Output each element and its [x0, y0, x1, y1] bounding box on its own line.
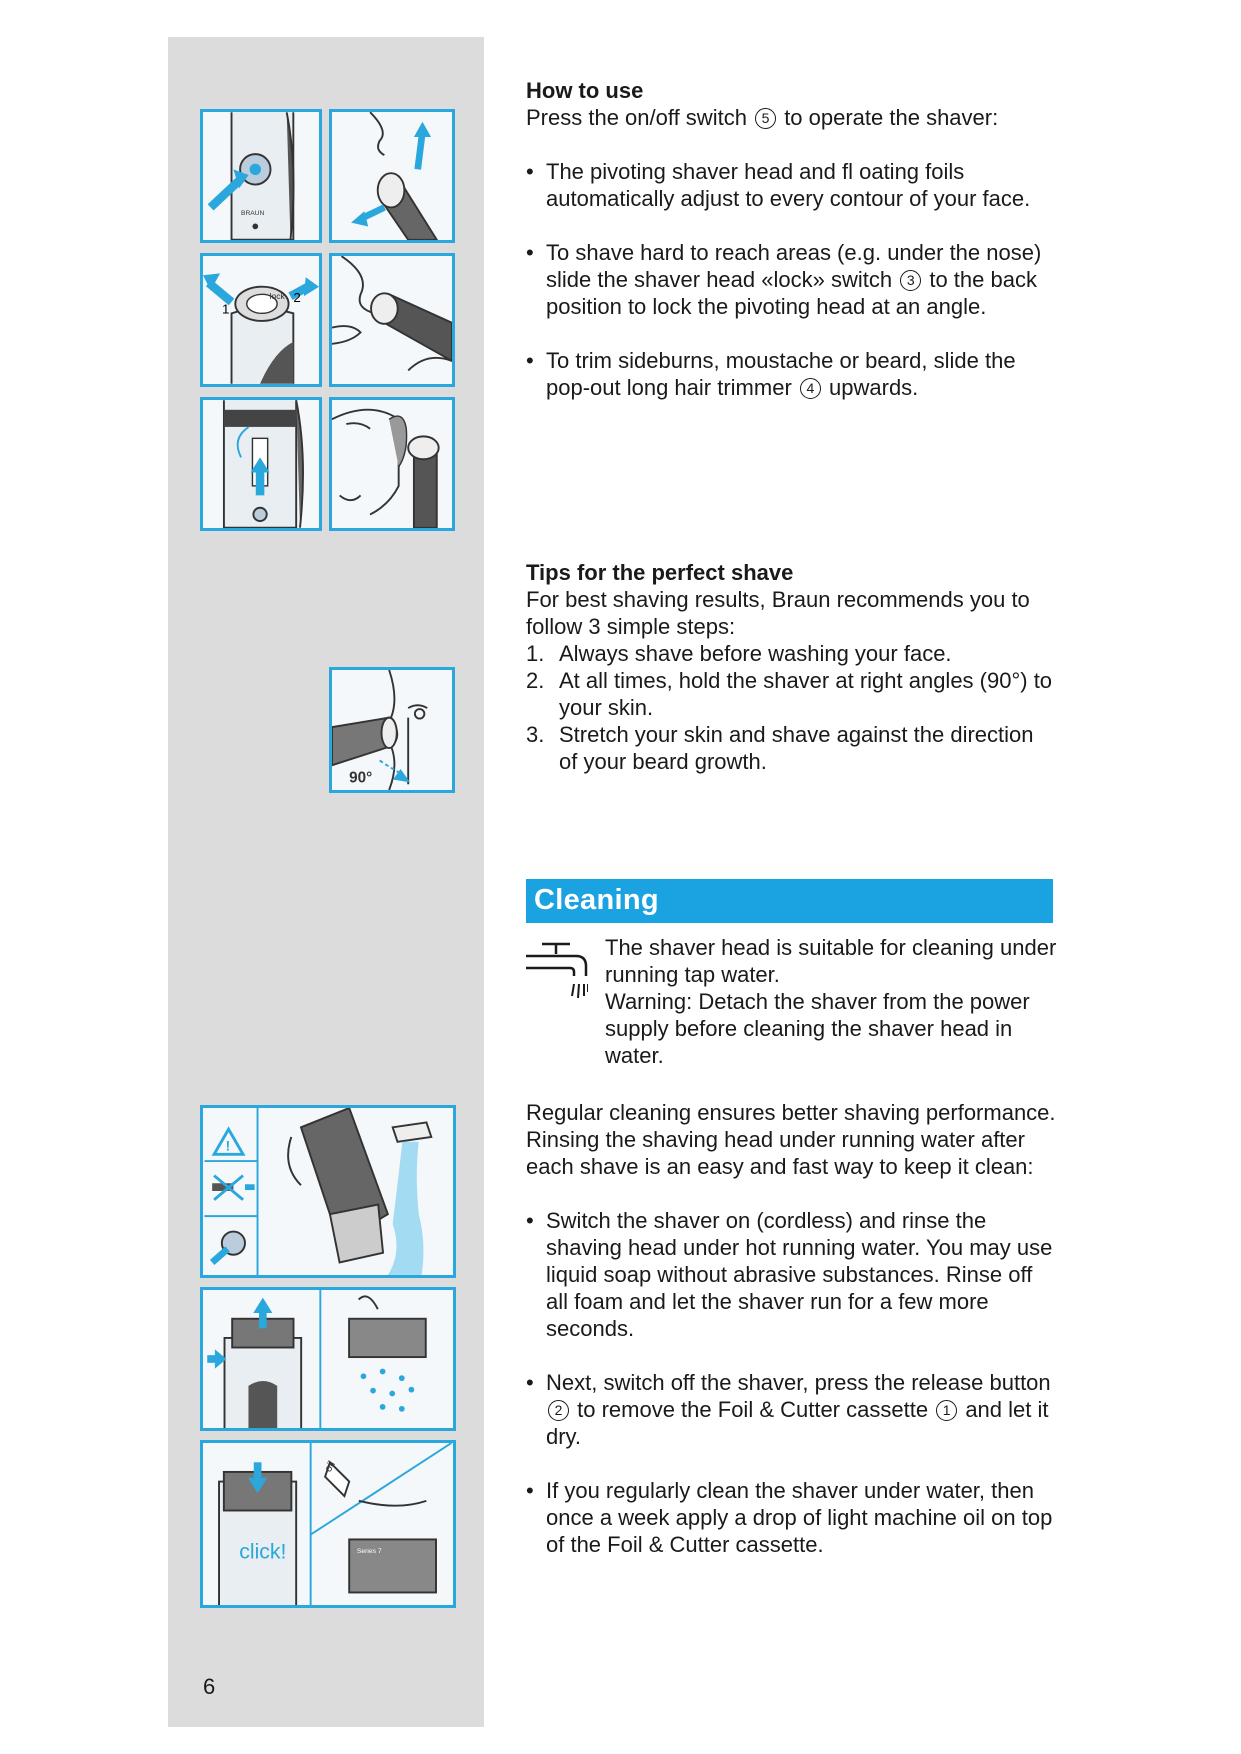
tips-steps	[526, 640, 1056, 775]
list-item: • The pivoting shaver head and fl oating foils automatically adjust to every contour of your face.	[526, 159, 1031, 211]
how-to-use-section	[526, 77, 1056, 401]
list-item: 3. Stretch your skin and shave against the direction of your beard growth.	[526, 722, 1034, 774]
tap-note: The shaver head is suitable for cleaning under running tap water.	[605, 935, 1057, 987]
brand-logo: BRAUN	[241, 209, 265, 217]
tap-note-block	[605, 934, 1060, 1069]
figure-switch-on	[200, 109, 322, 243]
list-item: • If you regularly clean the shaver under water, then once a week apply a drop of light machine oil on top of the Foil & Cutter cassette.	[526, 1478, 1053, 1557]
figure-trimmer-up	[200, 397, 322, 531]
ref-2-icon: 2	[548, 1400, 569, 1421]
tips-heading: Tips for the perfect shave	[526, 560, 794, 585]
figure-release-cassette	[200, 1287, 456, 1431]
figure-oil-cassette	[200, 1440, 456, 1608]
step-2-label: 2	[293, 289, 301, 305]
figure-rinse-tap	[200, 1105, 456, 1278]
figure-pivot-head	[329, 109, 455, 243]
figure-under-nose	[329, 253, 455, 387]
step-1-label: 1	[222, 301, 230, 317]
cleaning-banner	[526, 879, 1053, 923]
list-item: • To trim sideburns, moustache or beard, slide the pop-out long hair trimmer 4 upwards.	[526, 348, 1016, 400]
list-item: 2. At all times, hold the shaver at right angles (90°) to your skin.	[526, 668, 1053, 720]
ref-3-icon: 3	[900, 270, 921, 291]
lock-label: lock	[269, 291, 285, 302]
figure-lock-switch	[200, 253, 322, 387]
ref-1-icon: 1	[936, 1400, 957, 1421]
page-number: 6	[203, 1674, 216, 1699]
water-tap-icon	[526, 942, 588, 1008]
list-item: • Switch the shaver on (cordless) and rinse the shaving head under hot running water. You may use liquid soap without abrasive substances. Rinse off all foam and let the shaver run for a few more seconds.	[526, 1208, 1053, 1341]
how-to-use-heading: How to use	[526, 78, 644, 103]
ref-4-icon: 4	[800, 378, 821, 399]
list-item: 1. Always shave before washing your face.	[526, 641, 952, 666]
cleaning-paragraph: Regular cleaning ensures better shaving performance. Rinsing the shaving head under running water after each shave is an easy and fast way to keep it clean:	[526, 1100, 1056, 1179]
figure-trim-sideburns	[329, 397, 455, 531]
cleaning-heading: Cleaning	[534, 884, 659, 916]
tips-intro: For best shaving results, Braun recommends you to follow 3 simple steps:	[526, 587, 1030, 639]
figure-90-degrees	[329, 667, 455, 793]
click-label: click!	[239, 1540, 287, 1564]
ref-5-icon: 5	[755, 108, 776, 129]
cleaning-section	[526, 1099, 1056, 1558]
how-to-use-intro: Press the on/off switch 5 to operate the shaver:	[526, 105, 999, 130]
tips-section	[526, 559, 1056, 775]
list-item: • To shave hard to reach areas (e.g. under the nose) slide the shaver head «lock» switch 3 to the back position to lock the pivoting head at an angle.	[526, 240, 1042, 319]
svg-text:!: !	[225, 1138, 231, 1154]
cleaning-warning: Warning: Detach the shaver from the power supply before cleaning the shaver head in water.	[605, 989, 1030, 1068]
list-item: • Next, switch off the shaver, press the release button 2 to remove the Foil & Cutter cassette 1 and let it dry.	[526, 1370, 1051, 1449]
series-label: Series 7	[356, 1547, 382, 1555]
oil-label: oil	[322, 1459, 338, 1475]
angle-label: 90°	[349, 769, 373, 787]
